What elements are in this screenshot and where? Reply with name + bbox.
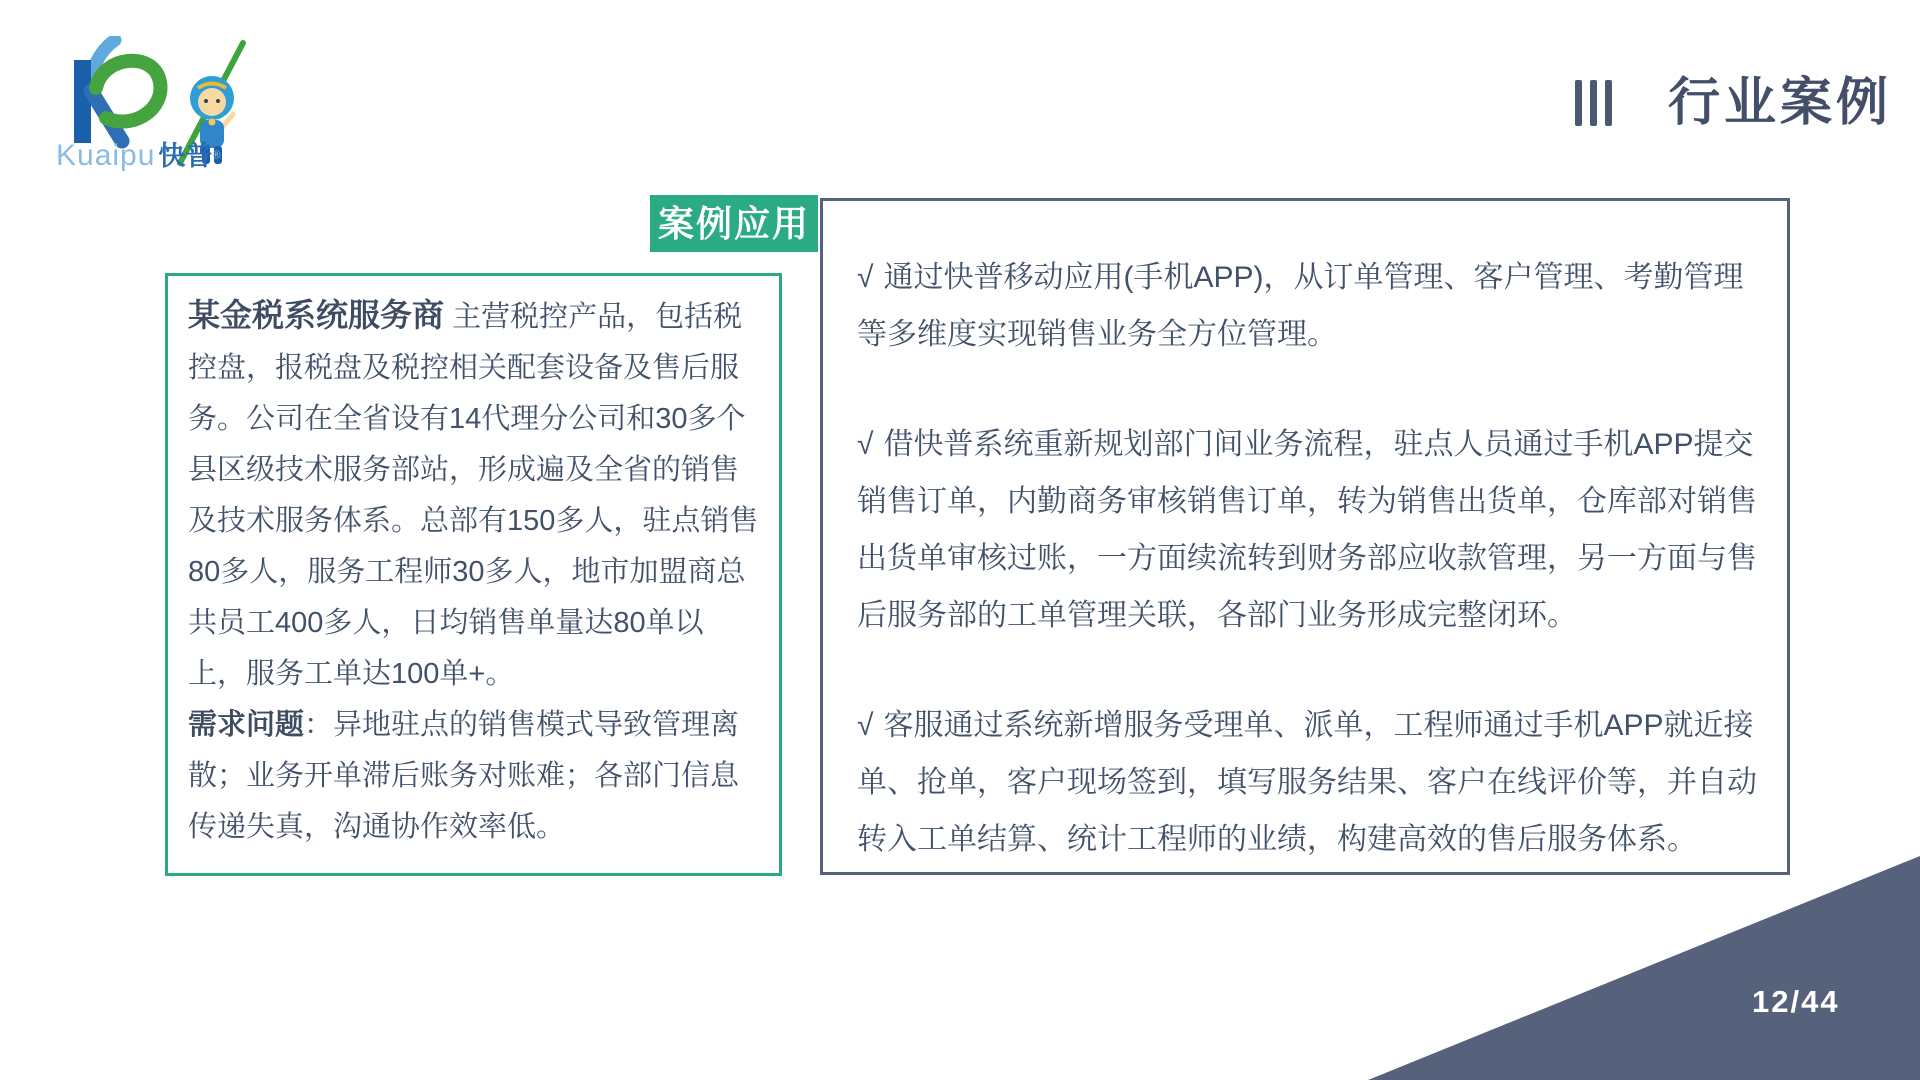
kuaipu-logo <box>50 36 280 176</box>
solution-bullet <box>857 697 1759 868</box>
header <box>1575 60 1892 135</box>
page-number: 12/44 <box>1752 984 1840 1019</box>
check-marker: √ <box>857 261 874 294</box>
need-problem-text <box>188 700 759 853</box>
solution-bullet <box>857 416 1759 644</box>
title-bars-icon <box>1575 80 1620 126</box>
company-intro: 主营税控产品，包括税控盘，报税盘及税控相关配套设备及售后服务。公司在全省设有14代理分公司和30多个县区级技术服务部站，形成遍及全省的销售及技术服务体系。总部有150多人，驻点销售80多人，服务工程师30多人，地市加盟商总共员工400多人，日均销售单量达80单以上，服务工单达100单+。 <box>188 301 759 690</box>
solution-bullet <box>857 249 1759 363</box>
solution-bullet-text: 客服通过系统新增服务受理单、派单，工程师通过手机APP就近接单、抢单，客户现场签到，填写服务结果、客户在线评价等，并自动转入工单结算、统计工程师的业绩，构建高效的售后服务体系。 <box>857 709 1757 856</box>
company-profile-text <box>188 290 759 700</box>
company-profile-panel <box>165 273 782 876</box>
check-marker: √ <box>857 428 874 461</box>
registered-mark: ® <box>212 149 221 162</box>
need-problem-body: ：异地驻点的销售模式导致管理离散；业务开单滞后账务对账难；各部门信息传递失真，沟通协作效率低。 <box>188 709 740 843</box>
page-title: 行业案例 <box>1667 74 1892 132</box>
logo-wordmark <box>56 134 221 173</box>
logo-latin-text: Kuaipu <box>56 139 156 172</box>
need-problem-label: 需求问题 <box>188 709 305 741</box>
solution-bullet-text: 借快普系统重新规划部门间业务流程，驻点人员通过手机APP提交销售订单，内勤商务审核销售订单，转为销售出货单，仓库部对销售出货单审核过账，一方面续流转到财务部应收款管理，另一方面与售后服务部的工单管理关联，各部门业务形成完整闭环。 <box>857 428 1757 632</box>
corner-triangle-decoration <box>1368 856 1920 1080</box>
check-marker: √ <box>857 709 874 742</box>
case-application-tag: 案例应用 <box>650 195 818 252</box>
solution-panel <box>820 198 1790 875</box>
solution-bullet-text: 通过快普移动应用(手机APP)，从订单管理、客户管理、考勤管理等多维度实现销售业务全方位管理。 <box>857 261 1744 351</box>
company-name: 某金税系统服务商 <box>188 297 445 333</box>
logo-cjk-text: 快普 <box>158 141 213 171</box>
